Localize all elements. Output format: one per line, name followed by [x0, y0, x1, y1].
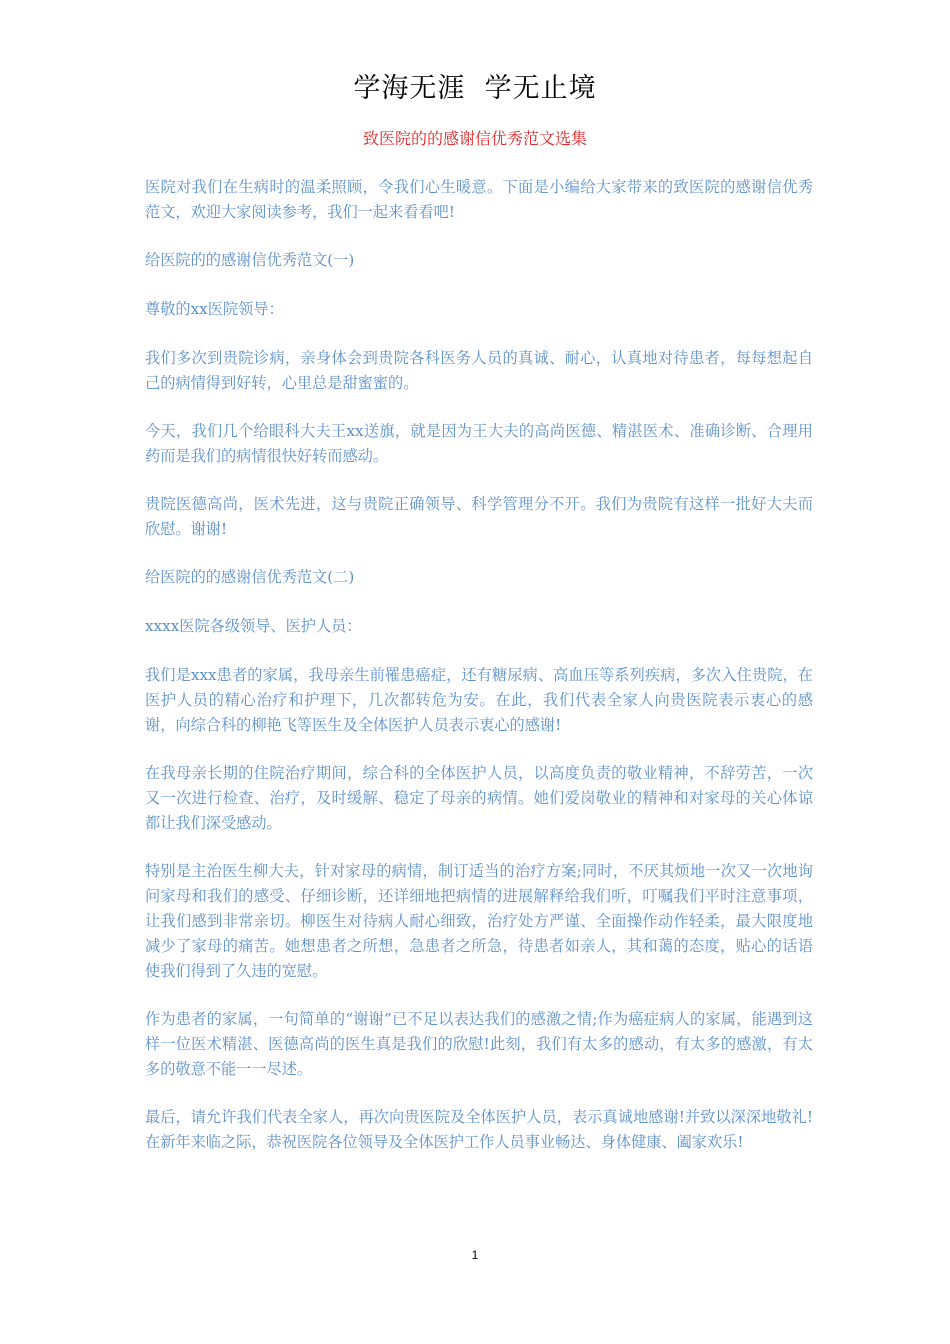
section-heading-2: 给医院的的感谢信优秀范文(二): [145, 568, 355, 586]
document-title: 致医院的的感谢信优秀范文选集: [362, 129, 587, 148]
page-number: 1: [471, 1248, 479, 1262]
letter-1-paragraph-1: 我们多次到贵院诊病，亲身体会到贵院各科医务人员的真诚、耐心，认真地对待患者，每每想起自己的病情得到好转，心里总是甜蜜蜜的。: [145, 349, 813, 392]
letter-2-paragraph-3: 特别是主治医生柳大夫，针对家母的病情，制订适当的治疗方案;同时，不厌其烦地一次又一次地询问家母和我们的感受、仔细诊断，还详细地把病情的进展解释给我们听，叮嘱我们平时注意事项，让我们感到非常亲切。柳医生对待病人耐心细致，治疗处方严谨、全面操作动作轻柔，最大限度地减少了家母的痛苦。她想患者之所想，急患者之所急，待患者如亲人，其和蔼的态度，贴心的话语使我们得到了久违的宽慰。: [145, 862, 813, 980]
section-heading-1: 给医院的的感谢信优秀范文(一): [145, 251, 355, 269]
intro-paragraph: 医院对我们在生病时的温柔照顾，令我们心生暖意。下面是小编给大家带来的致医院的感谢信优秀范文，欢迎大家阅读参考，我们一起来看看吧!: [145, 178, 813, 221]
letter-1-paragraph-2: 今天，我们几个给眼科大夫王xx送旗，就是因为王大夫的高尚医德、精湛医术、准确诊断、合理用药而是我们的病情很快好转而感动。: [145, 422, 813, 465]
letter-2-paragraph-4: 作为患者的家属，一句简单的“谢谢”已不足以表达我们的感激之情;作为癌症病人的家属，能遇到这样一位医术精湛、医德高尚的医生真是我们的欣慰!此刻，我们有太多的感动，有太多的感激，有太多的敬意不能一一尽述。: [145, 1010, 813, 1078]
page-header-title: 学海无涯 学无止境: [353, 73, 597, 104]
salutation-1: 尊敬的xx医院领导：: [145, 300, 284, 318]
letter-2-paragraph-5: 最后，请允许我们代表全家人，再次向贵医院及全体医护人员，表示真诚地感谢!并致以深深地敬礼!在新年来临之际，恭祝医院各位领导及全体医护工作人员事业畅达、身体健康、阖家欢乐!: [145, 1108, 813, 1151]
salutation-2: xxxx医院各级领导、医护人员：: [145, 617, 362, 635]
document-body: [145, 175, 813, 1178]
letter-2-paragraph-2: 在我母亲长期的住院治疗期间，综合科的全体医护人员，以高度负责的敬业精神，不辞劳苦，一次又一次进行检查、治疗，及时缓解、稳定了母亲的病情。她们爱岗敬业的精神和对家母的关心体谅都让我们深受感动。: [145, 764, 813, 832]
letter-2-paragraph-1: 我们是xxx患者的家属，我母亲生前罹患癌症，还有糖尿病、高血压等系列疾病，多次入住贵院，在医护人员的精心治疗和护理下，几次都转危为安。在此，我们代表全家人向贵医院表示衷心的感谢，向综合科的柳艳飞等医生及全体医护人员表示衷心的感谢!: [145, 666, 813, 734]
letter-1-paragraph-3: 贵院医德高尚，医术先进，这与贵院正确领导、科学管理分不开。我们为贵院有这样一批好大夫而欣慰。谢谢!: [145, 495, 813, 538]
